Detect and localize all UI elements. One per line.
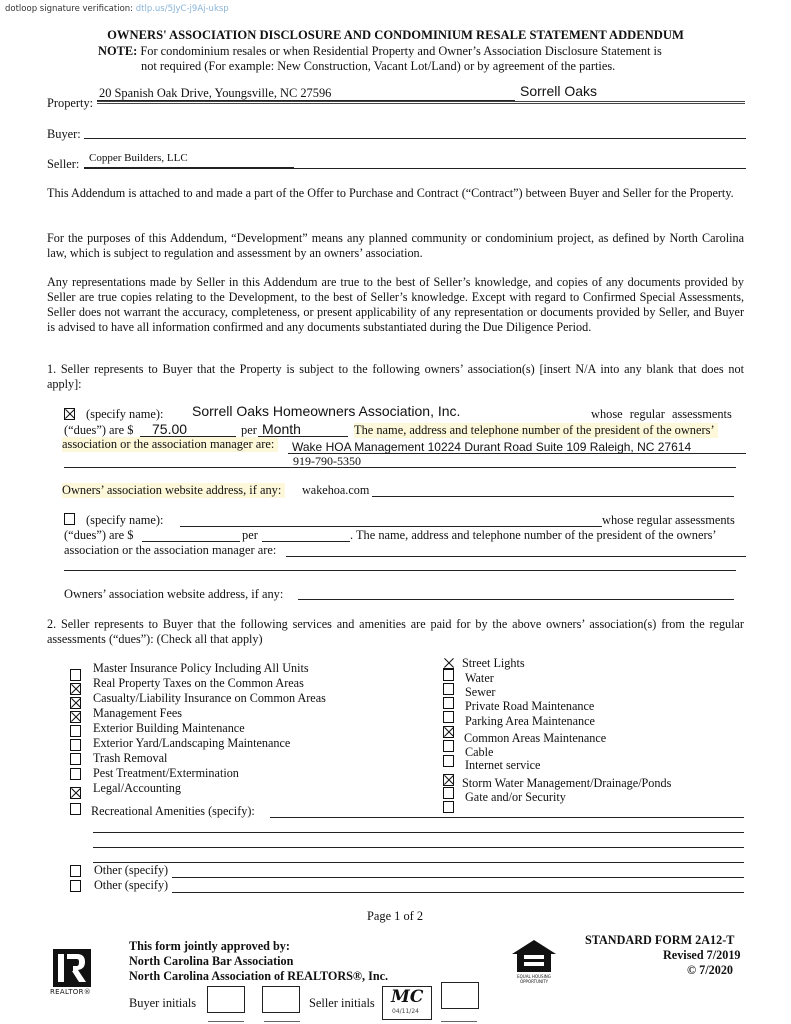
seller-initial-date: 04/11/24 bbox=[392, 1008, 419, 1015]
dues-label: (“dues”) are $ bbox=[64, 423, 134, 437]
amenity-label: Master Insurance Policy Including All Units bbox=[93, 661, 309, 675]
amenity-checkbox-property-taxes[interactable] bbox=[70, 683, 81, 695]
property-double-line bbox=[97, 101, 745, 104]
specify-name-label-2: (specify name): bbox=[86, 513, 164, 527]
recreational-line-3[interactable] bbox=[93, 847, 744, 848]
buyer-initials-label: Buyer initials bbox=[129, 996, 197, 1010]
association-2-name-field[interactable] bbox=[180, 526, 602, 527]
dotloop-verification bbox=[5, 4, 229, 14]
whose-assessments-label-2: whose regular assessments bbox=[602, 513, 735, 527]
amenity-label: Recreational Amenities (specify): bbox=[91, 804, 255, 818]
equal-housing-icon bbox=[510, 938, 558, 978]
specify-name-label: (specify name): bbox=[86, 407, 164, 421]
per-label: per bbox=[241, 423, 257, 437]
dues-period-field[interactable]: Month bbox=[262, 421, 301, 437]
amenity-checkbox-legal-accounting[interactable] bbox=[70, 787, 81, 799]
buyer-initial-date-1 bbox=[208, 1021, 244, 1022]
amenity-label: Legal/Accounting bbox=[93, 781, 181, 795]
amenity-checkbox-internet[interactable] bbox=[443, 755, 454, 767]
other-2-field[interactable] bbox=[172, 892, 744, 893]
note-label: NOTE: bbox=[98, 44, 138, 58]
note-line-2: not required (For example: New Construction, Vacant Lot/Land) or by agreement of the parties. bbox=[141, 59, 616, 73]
amenity-checkbox-pest-treatment[interactable] bbox=[70, 768, 81, 780]
association-1-name-field[interactable]: Sorrell Oaks Homeowners Association, Inc. bbox=[192, 403, 461, 419]
other-2-checkbox[interactable] bbox=[70, 880, 81, 892]
amenity-checkbox-sewer[interactable] bbox=[443, 683, 454, 695]
amenity-label: Cable bbox=[465, 745, 494, 759]
buyer-initial-date-2 bbox=[264, 1021, 300, 1022]
website-underline bbox=[372, 496, 734, 497]
dues-amount-field-2[interactable] bbox=[142, 541, 240, 542]
realtor-logo-text: REALTOR® bbox=[50, 988, 92, 996]
buyer-initial-box-1[interactable] bbox=[207, 986, 245, 1013]
realtor-logo-icon bbox=[53, 949, 91, 987]
dues-amount-field[interactable]: 75.00 bbox=[152, 421, 188, 437]
website-label: Owners’ association website address, if any: bbox=[62, 483, 285, 498]
seller-label: Seller: bbox=[47, 157, 80, 171]
manager-line-2 bbox=[64, 467, 736, 468]
amenity-label: Exterior Building Maintenance bbox=[93, 721, 245, 735]
seller-initial-signature: MC bbox=[391, 987, 424, 1007]
manager-phone-field[interactable]: 919-790-5350 bbox=[293, 454, 361, 468]
seller-initials-label: Seller initials bbox=[309, 996, 375, 1010]
whose-assessments-label: whose regular assessments bbox=[591, 407, 732, 421]
amenity-checkbox-cable[interactable] bbox=[443, 740, 454, 752]
addendum-paragraph: This Addendum is attached to and made a part of the Offer to Purchase and Contract (“Contract”) between Buyer and Seller for the Property. bbox=[47, 186, 734, 200]
buyer-label: Buyer: bbox=[47, 127, 81, 141]
verification-link[interactable]: dtlp.us/5JyC-j9Aj-uksp bbox=[135, 4, 229, 14]
website-field-2[interactable] bbox=[298, 599, 734, 600]
approved-by-line-2: North Carolina Bar Association bbox=[129, 954, 294, 968]
other-1-label: Other (specify) bbox=[94, 863, 169, 877]
association-2-checkbox[interactable] bbox=[64, 513, 75, 525]
manager-field-2[interactable] bbox=[286, 556, 746, 557]
development-definition: For the purposes of this Addendum, “Development” means any planned community or condominium project, as defined by North Carolina law, which is subject to regulation and assessment by an owners’ association. bbox=[47, 231, 744, 260]
dues-label-2: (“dues”) are $ bbox=[64, 528, 134, 542]
dues-period-field-2[interactable] bbox=[262, 541, 350, 542]
seller-initial-date-2 bbox=[441, 1021, 477, 1022]
seller-initial-box-1[interactable] bbox=[382, 986, 432, 1020]
manager-label-2: association or the association manager are: bbox=[64, 543, 277, 557]
amenity-label: Gate and/or Security bbox=[465, 790, 566, 804]
form-title: OWNERS' ASSOCIATION DISCLOSURE AND CONDOMINIUM RESALE STATEMENT ADDENDUM bbox=[107, 28, 684, 42]
amenity-label: Exterior Yard/Landscaping Maintenance bbox=[93, 736, 291, 750]
amenity-checkbox-water[interactable] bbox=[443, 669, 454, 681]
section-2-text: 2. Seller represents to Buyer that the following services and amenities are paid for by the above owners’ association(s) from the regular assessments (“dues”): (Check all that apply) bbox=[47, 617, 744, 646]
amenity-label: Sewer bbox=[465, 685, 496, 699]
other-1-checkbox[interactable] bbox=[70, 865, 81, 877]
recreational-field[interactable] bbox=[270, 817, 744, 818]
website-label-2: Owners’ association website address, if any: bbox=[64, 587, 284, 601]
manager-line-2b[interactable] bbox=[64, 570, 736, 571]
amenity-checkbox-private-road[interactable] bbox=[443, 697, 454, 709]
note-line-1: For condominium resales or when Residential Property and Owner’s Association Disclosure Statement is bbox=[140, 44, 662, 58]
buyer-field[interactable] bbox=[84, 138, 746, 139]
seller-line bbox=[84, 168, 746, 169]
amenity-label: Water bbox=[465, 671, 494, 685]
amenity-label: Private Road Maintenance bbox=[465, 699, 595, 713]
property-field[interactable]: 20 Spanish Oak Drive, Youngsville, NC 27596 bbox=[99, 86, 332, 100]
amenity-checkbox-yard-landscaping[interactable] bbox=[70, 739, 81, 751]
representations-paragraph: Any representations made by Seller in this Addendum are true to the best of Seller’s knowledge, and copies of any documents provided by Seller are true copies relating to the Development, to the best of Seller’s knowledge. Except with regard to Confirmed Special Assessments, Seller does not warrant the accuracy, completeness, or present applicability of any representation or documents provided by Seller, and Buyer is advised to have all information confirmed and any documents substantiated during the Due Diligence Period. bbox=[47, 275, 744, 334]
standard-form-id: STANDARD FORM 2A12-T bbox=[585, 933, 735, 947]
copyright-date: © 7/2020 bbox=[687, 963, 734, 977]
amenity-checkbox-parking-area[interactable] bbox=[443, 711, 454, 723]
form-note bbox=[98, 44, 738, 74]
amenity-label: Common Areas Maintenance bbox=[464, 731, 607, 745]
amenity-label: Real Property Taxes on the Common Areas bbox=[93, 676, 304, 690]
amenity-label: Management Fees bbox=[93, 706, 183, 720]
revised-date: Revised 7/2019 bbox=[663, 948, 741, 962]
association-1-checkbox[interactable] bbox=[64, 408, 75, 420]
amenity-checkbox-master-insurance[interactable] bbox=[70, 669, 81, 681]
amenity-checkbox-common-areas[interactable] bbox=[443, 726, 454, 738]
per-label-2: per bbox=[242, 528, 258, 542]
buyer-initial-box-2[interactable] bbox=[262, 986, 300, 1013]
amenity-label: Casualty/Liability Insurance on Common Areas bbox=[93, 691, 326, 705]
other-2-label: Other (specify) bbox=[94, 878, 169, 892]
amenity-label: Storm Water Management/Drainage/Ponds bbox=[462, 776, 672, 790]
other-1-field[interactable] bbox=[172, 877, 744, 878]
amenity-label: Internet service bbox=[465, 758, 541, 772]
recreational-line-4[interactable] bbox=[93, 862, 744, 863]
page-number: Page 1 of 2 bbox=[367, 909, 424, 923]
president-text-2: . The name, address and telephone number of the president of the owners’ bbox=[350, 528, 717, 542]
manager-field[interactable]: Wake HOA Management 10224 Durant Road Suite 109 Raleigh, NC 27614 bbox=[292, 440, 692, 454]
amenity-checkbox-trash-removal[interactable] bbox=[70, 753, 81, 765]
property-label: Property: bbox=[47, 96, 94, 110]
amenity-checkbox-management-fees[interactable] bbox=[70, 711, 81, 723]
recreational-line-2[interactable] bbox=[93, 832, 744, 833]
equal-housing-text: EQUAL HOUSING OPPORTUNITY bbox=[517, 974, 551, 984]
amenity-checkbox-storm-water[interactable] bbox=[443, 774, 454, 786]
amenity-checkbox-extra[interactable] bbox=[443, 801, 454, 813]
amenity-checkbox-exterior-building[interactable] bbox=[70, 725, 81, 737]
amenity-checkbox-street-lights[interactable] bbox=[443, 657, 454, 669]
approved-by-line-1: This form jointly approved by: bbox=[129, 939, 290, 953]
amenity-checkbox-recreational[interactable] bbox=[70, 803, 81, 815]
approved-by-line-3: North Carolina Association of REALTORS®, Inc. bbox=[129, 969, 389, 983]
amenity-label: Pest Treatment/Extermination bbox=[93, 766, 239, 780]
amenity-checkbox-gate-security[interactable] bbox=[443, 787, 454, 799]
amenity-label: Street Lights bbox=[462, 656, 525, 670]
section-1-text: 1. Seller represents to Buyer that the Property is subject to the following owners’ association(s) [insert N/A into any blank that does not apply]: bbox=[47, 362, 744, 391]
seller-field[interactable]: Copper Builders, LLC bbox=[89, 152, 188, 164]
manager-label: association or the association manager are: bbox=[62, 437, 278, 452]
president-text: The name, address and telephone number of the president of the owners’ bbox=[354, 423, 718, 438]
verification-label: dotloop signature verification: bbox=[5, 4, 134, 14]
seller-initial-box-2[interactable] bbox=[441, 982, 479, 1009]
amenity-checkbox-casualty-insurance[interactable] bbox=[70, 697, 81, 709]
website-field[interactable]: wakehoa.com bbox=[302, 483, 370, 497]
amenity-label: Parking Area Maintenance bbox=[465, 714, 595, 728]
amenity-label: Trash Removal bbox=[93, 751, 168, 765]
subdivision-field[interactable]: Sorrell Oaks bbox=[520, 83, 598, 99]
